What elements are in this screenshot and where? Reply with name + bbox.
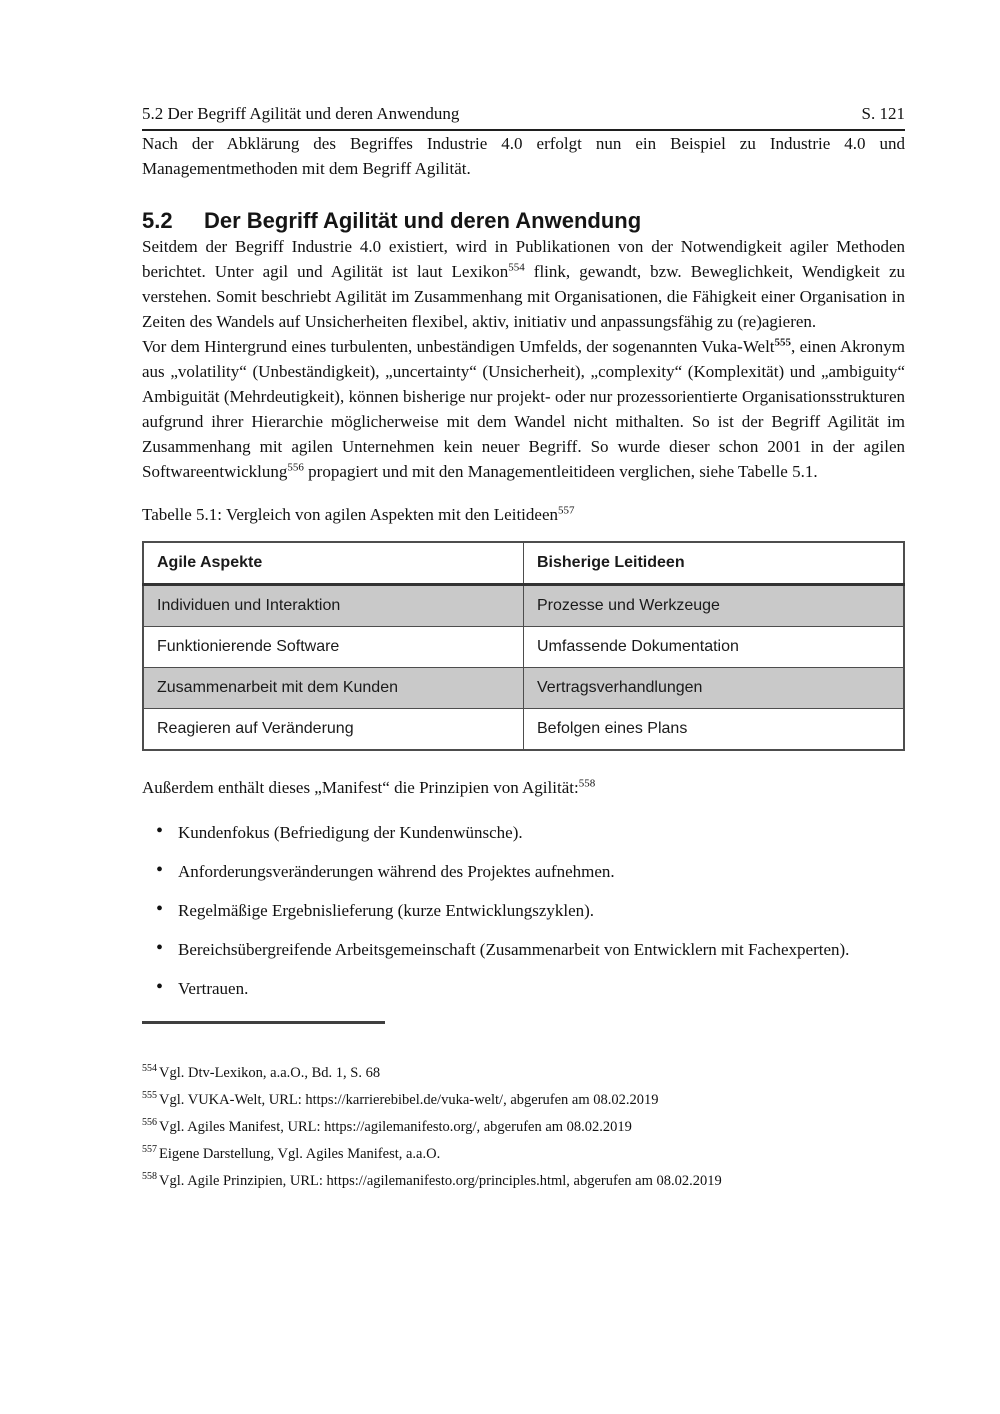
paragraph-text: Vor dem Hintergrund eines turbulenten, unbeständigen Umfelds, der sogenannten Vuka-Welt <box>142 337 775 356</box>
footnote <box>142 1091 905 1110</box>
footnote-ref-556: 556 <box>287 461 304 474</box>
table-cell: Prozesse und Werkzeuge <box>524 585 905 627</box>
list-item: • Anforderungsveränderungen während des Projektes aufnehmen. <box>142 859 905 884</box>
paragraph-text: Außerdem enthält dieses „Manifest“ die Prinzipien von Agilität: <box>142 778 579 797</box>
list-item: • Bereichsübergreifende Arbeitsgemeinschaft (Zusammenarbeit von Entwicklern mit Fachexperten). <box>142 937 905 962</box>
footnote-number: 554 <box>142 1063 157 1075</box>
table-row <box>143 709 904 751</box>
footnote-text: Vgl. Dtv-Lexikon, a.a.O., Bd. 1, S. 68 <box>159 1065 381 1081</box>
table-cell: Individuen und Interaktion <box>143 585 524 627</box>
table-header-row <box>143 542 904 585</box>
table-header-cell: Bisherige Leitideen <box>524 542 905 585</box>
paragraph-text: , einen Akronym aus „volatility“ (Unbeständigkeit), „uncertainty“ (Unsicherheit), „complexity“ (Komplexität) und „ambiguity“ Ambiguität (Mehrdeutigkeit), können bisherige nur projekt- oder nur prozessorientierte Organisationsstrukturen aufgrund ihrer Hierarchie möglicherweise mit dem Wandel nicht mithalten. So ist der Begriff Agilität im Zusammenhang mit agilen Unternehmen kein neuer Begriff. So wurde dieser schon 2001 in der agilen Softwareentwicklung <box>142 337 905 481</box>
footnote-number: 557 <box>142 1144 157 1156</box>
footnote-number: 558 <box>142 1171 157 1183</box>
table-cell: Befolgen eines Plans <box>524 709 905 751</box>
table-cell: Umfassende Dokumentation <box>524 627 905 668</box>
table-cell: Zusammenarbeit mit dem Kunden <box>143 668 524 709</box>
intro-paragraph: Nach der Abklärung des Begriffes Industrie 4.0 erfolgt nun ein Beispiel zu Industrie 4.0 und Managementmethoden mit dem Begriff Agilität. <box>142 134 905 178</box>
paragraph-agility-definition <box>142 234 905 334</box>
table-caption-text: Tabelle 5.1: Vergleich von agilen Aspekten mit den Leitideen <box>142 505 558 524</box>
footnote-divider <box>142 1021 385 1024</box>
list-item: • Kundenfokus (Befriedigung der Kundenwünsche). <box>142 820 905 845</box>
footnote-ref-557: 557 <box>558 504 575 517</box>
footnote-text: Vgl. Agile Prinzipien, URL: https://agilemanifesto.org/principles.html, abgerufen am 08.02.2019 <box>159 1173 722 1189</box>
footnote <box>142 1145 905 1164</box>
paragraph-text: flink, gewandt, bzw. Beweglichkeit, Wendigkeit zu verstehen. Somit beschriebt Agilität im Zusammenhang mit Organisationen, die Fähigkeit einer Organisation in Zeiten des Wandels auf Unsicherheiten flexibel, aktiv, initiativ und anpassungsfähig zu (re)agieren. <box>142 262 905 331</box>
paragraph-manifest <box>142 775 905 800</box>
table-cell: Reagieren auf Veränderung <box>143 709 524 751</box>
footnote-ref-558: 558 <box>578 777 596 790</box>
table-cell: Funktionierende Software <box>143 627 524 668</box>
section-heading <box>142 208 905 234</box>
footnote-ref-555: 555 <box>774 336 792 349</box>
list-item: • Regelmäßige Ergebnislieferung (kurze Entwicklungszyklen). <box>142 898 905 923</box>
footnote <box>142 1172 905 1191</box>
table-row <box>143 668 904 709</box>
principles-list <box>142 820 905 1001</box>
footnote-number: 556 <box>142 1117 157 1129</box>
comparison-table <box>142 541 905 751</box>
table-header-cell: Agile Aspekte <box>143 542 524 585</box>
footnotes-section <box>142 1064 905 1191</box>
table-cell: Vertragsverhandlungen <box>524 668 905 709</box>
paragraph-text: propagiert und mit den Managementleitideen verglichen, siehe Tabelle 5.1. <box>303 462 818 481</box>
footnote-text: Vgl. Agiles Manifest, URL: https://agilemanifesto.org/, abgerufen am 08.02.2019 <box>159 1119 632 1135</box>
footnote <box>142 1064 905 1083</box>
list-item: • Vertrauen. <box>142 976 905 1001</box>
section-title: Der Begriff Agilität und deren Anwendung <box>204 208 642 233</box>
section-number: 5.2 <box>142 208 173 233</box>
footnote-text: Eigene Darstellung, Vgl. Agiles Manifest, a.a.O. <box>159 1146 441 1162</box>
footnote <box>142 1118 905 1137</box>
page-number: S. 121 <box>861 104 905 123</box>
table-row <box>143 585 904 627</box>
footnote-number: 555 <box>142 1090 157 1102</box>
footnote-ref-554: 554 <box>508 261 525 274</box>
paragraph-vuka-world <box>142 334 905 484</box>
table-caption <box>142 502 905 527</box>
footnote-text: Vgl. VUKA-Welt, URL: https://karrierebibel.de/vuka-welt/, abgerufen am 08.02.2019 <box>159 1092 659 1108</box>
paragraph-text: Seitdem der Begriff Industrie 4.0 existiert, wird in Publikationen von der Notwendigkeit agiler Methoden berichtet. Unter agil und Agilität ist laut Lexikon <box>142 237 905 281</box>
running-header-title: 5.2 Der Begriff Agilität und deren Anwendung <box>142 104 460 123</box>
table-row <box>143 627 904 668</box>
page-content <box>142 0 905 1199</box>
running-header <box>142 104 905 131</box>
